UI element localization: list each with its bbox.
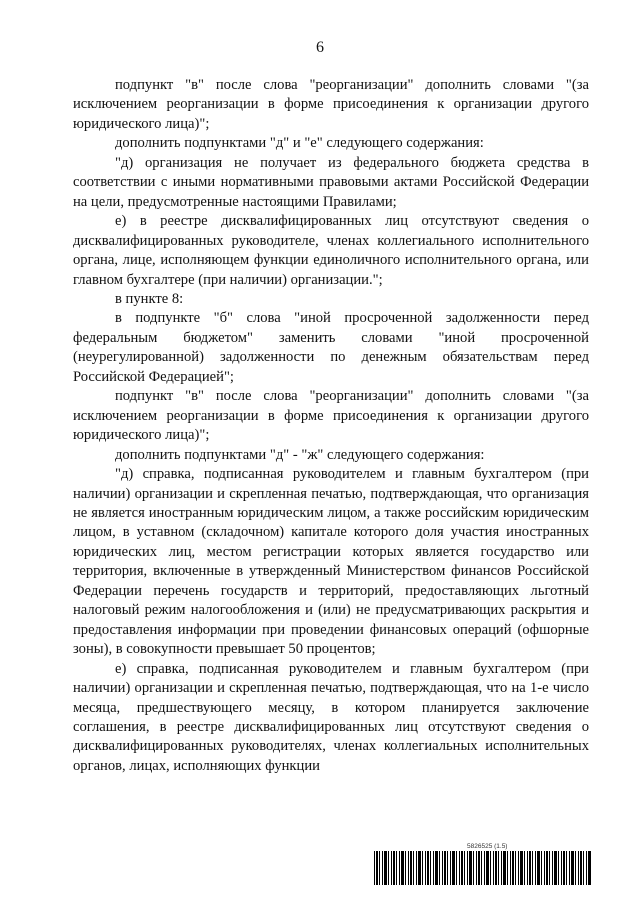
paragraph: подпункт "в" после слова "реорганизации" дополнить словами "(за исключением реорганизации в форме присоединения к организации другого юридического лица)"; xyxy=(73,77,589,132)
paragraph: е) в реестре дисквалифицированных лиц отсутствуют сведения о дисквалифицированных руководителе, членах коллегиального исполнительного органа, лице, исполняющем функции единоличного исполнительного органа, или главном бухгалтере (при наличии) организации."; xyxy=(73,213,589,288)
paragraph: "д) справка, подписанная руководителем и главным бухгалтером (при наличии) организации и скрепленная печатью, подтверждающая, что организация не является иностранным юридическим лицом, а также российским юридическим лицом, в уставном (складочном) капитале которого доля участия иностранных юридических лиц, местом регистрации которых является государство или территория, включенные в утвержденный Министерством финансов Российской Федерации перечень государств и территорий, предоставляющих льготный налоговый режим налогообложения и (или) не предусматривающих раскрытия и предоставления информации при проведении финансовых операций (офшорные зоны), в совокупности превышает 50 процентов; xyxy=(73,466,589,658)
paragraph: е) справка, подписанная руководителем и главным бухгалтером (при наличии) организации и скрепленная печатью, подтверждающая, что на 1-е число месяца, предшествующего месяцу, в котором планируется заключение соглашения, в реестре дисквалифицированных лиц отсутствуют сведения о дисквалифицированных руководителях, членах коллегиальных исполнительных органов, лицах, исполняющих функции xyxy=(73,660,589,774)
barcode xyxy=(374,851,592,885)
paragraph: дополнить подпунктами "д" - "ж" следующего содержания: xyxy=(115,446,485,463)
paragraph: подпункт "в" после слова "реорганизации" дополнить словами "(за исключением реорганизации в форме присоединения к организации другого юридического лица)"; xyxy=(73,388,589,444)
document-body xyxy=(73,76,589,776)
paragraph: в подпункте "б" слова "иной просроченной задолженности перед федеральным бюджетом" заменить словами "иной просроченной (неурегулированной) задолженности по денежным обязательствам перед Российской Федерацией"; xyxy=(73,310,589,385)
page-number: 6 xyxy=(316,39,324,56)
document-code: 5826525 (1.5) xyxy=(467,843,508,850)
paragraph: дополнить подпунктами "д" и "е" следующего содержания: xyxy=(115,135,484,152)
paragraph: в пункте 8: xyxy=(115,290,184,307)
paragraph: "д) организация не получает из федерального бюджета средства в соответствии с иными нормативными правовыми актами Российской Федерации на цели, предусмотренные настоящими Правилами; xyxy=(73,154,589,210)
